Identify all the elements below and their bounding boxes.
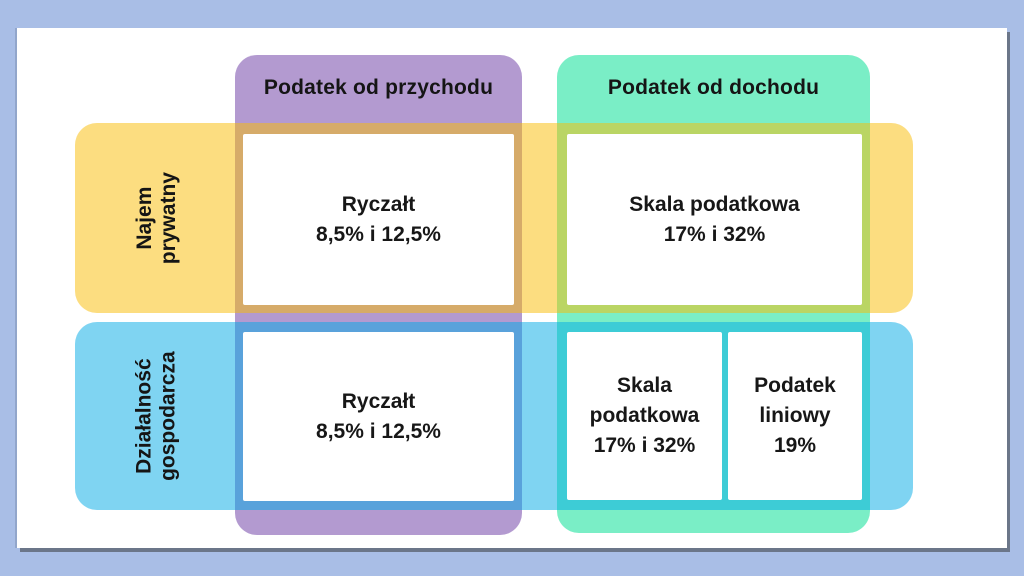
row-header-najem-prywatny-label	[133, 172, 181, 264]
cell-najem-skala-line-2: 17% i 32%	[663, 222, 766, 246]
column-header-podatek-od-przychodu	[235, 55, 522, 121]
cell-dzialalnosc-skala-line-3: 17% i 32%	[593, 433, 696, 457]
cell-dzialalnosc-ryczalt-line-1: Ryczałt	[341, 389, 416, 413]
column-header-dochodu-label: Podatek od dochodu	[607, 76, 820, 99]
cell-najem-ryczalt-line-2: 8,5% i 12,5%	[316, 222, 441, 246]
row-dzialalnosc-line-2: gospodarcza	[157, 351, 180, 481]
cell-dzialalnosc-skala-line-1: Skala	[617, 374, 672, 398]
column-header-podatek-od-dochodu	[557, 55, 870, 121]
slide	[17, 28, 1007, 548]
row-dzialalnosc-line-1: Działalność	[132, 358, 156, 474]
cell-najem-ryczalt-line-1: Ryczałt	[341, 192, 416, 216]
row-najem-line-1: Najem	[132, 186, 156, 250]
cell-dzialalnosc-skala-line-2: podatkowa	[589, 404, 700, 428]
cell-dzialalnosc-ryczalt	[243, 332, 514, 501]
cell-najem-ryczalt	[243, 134, 514, 305]
cell-dzialalnosc-liniowy-line-2: liniowy	[759, 404, 831, 428]
row-header-dzialalnosc-gospodarcza	[75, 322, 239, 510]
cell-dzialalnosc-ryczalt-line-2: 8,5% i 12,5%	[316, 419, 441, 443]
row-header-dzialalnosc-gospodarcza-label	[133, 351, 181, 481]
cell-dzialalnosc-skala-podatkowa	[567, 332, 722, 500]
cell-dzialalnosc-liniowy-line-3: 19%	[773, 433, 817, 457]
row-najem-line-2: prywatny	[156, 171, 180, 265]
cell-dzialalnosc-liniowy-line-1: Podatek	[754, 374, 836, 398]
cell-najem-skala-podatkowa	[567, 134, 862, 305]
column-header-przychodu-label: Podatek od przychodu	[263, 76, 494, 99]
cell-dzialalnosc-podatek-liniowy	[728, 332, 862, 500]
row-header-najem-prywatny	[75, 123, 239, 313]
cell-najem-skala-line-1: Skala podatkowa	[629, 192, 800, 216]
